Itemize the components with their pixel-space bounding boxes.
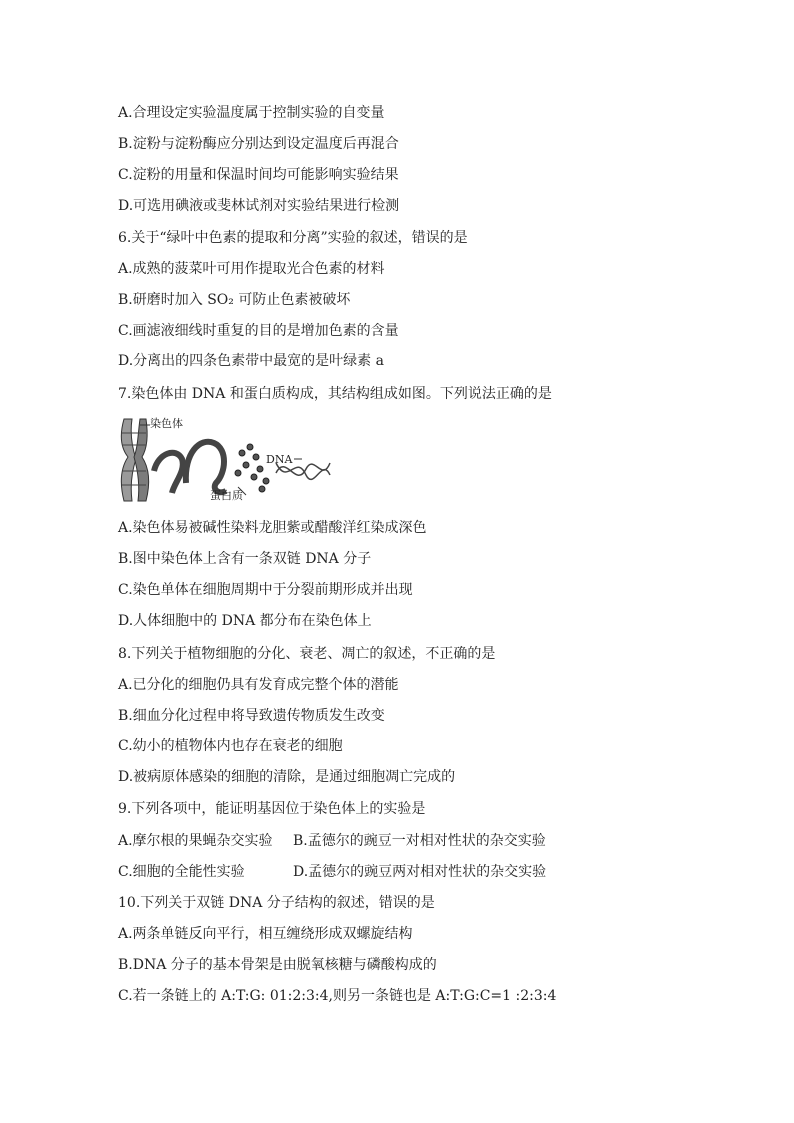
q5-option-c: C.淀粉的用量和保温时间均可能影响实验结果	[118, 167, 399, 183]
q8-option-d: D.被病原体感染的细胞的清除，是通过细胞凋亡完成的	[118, 769, 456, 785]
q7-option-b: B.图中染色体上含有一条双链 DNA 分子	[118, 551, 372, 567]
label-chromosome: 染色体	[150, 417, 183, 430]
q9-stem: 9.下列各项中，能证明基因位于染色体上的实验是	[118, 801, 426, 817]
chromosome-drawing	[121, 419, 148, 501]
q7-stem: 7.染色体由 DNA 和蛋白质构成，其结构组成如图。下列说法正确的是	[118, 386, 552, 402]
q6-option-b: B.研磨时加入 SO₂ 可防止色素被破坏	[118, 292, 351, 308]
q9-options-row-1	[118, 831, 678, 851]
q9-option-a: A.摩尔根的果蝇杂交实验	[118, 833, 273, 849]
chromosome-structure-figure	[116, 413, 336, 505]
q6-option-d: D.分离出的四条色素带中最宽的是叶绿素 a	[118, 353, 384, 369]
q10-stem: 10.下列关于双链 DNA 分子结构的叙述，错误的是	[118, 895, 435, 911]
q9-option-b: B.孟德尔的豌豆一对相对性状的杂交实验	[293, 833, 546, 849]
q9-options-row-2	[118, 862, 678, 882]
q10-option-b: B.DNA 分子的基本骨架是由脱氧核糖与磷酸构成的	[118, 957, 437, 973]
q6-stem: 6.关于“绿叶中色素的提取和分离”实验的叙述，错误的是	[118, 230, 468, 246]
q10-option-c: C.若一条链上的 A:T:G: 01:2:3:4,则另一条链也是 A:T:G:C=1 :2:3:4	[118, 988, 557, 1004]
q10-option-a: A.两条单链反向平行，相互缠绕形成双螺旋结构	[118, 926, 413, 942]
q7-option-d: D.人体细胞中的 DNA 都分布在染色体上	[118, 613, 372, 629]
q8-option-c: C.幼小的植物体内也存在衰老的细胞	[118, 738, 343, 754]
q5-option-d: D.可选用碘液或斐林试剂对实验结果进行检测	[118, 198, 400, 214]
q8-option-a: A.已分化的细胞仍具有发育成完整个体的潜能	[118, 677, 399, 693]
q5-option-b: B.淀粉与淀粉酶应分别达到设定温度后再混合	[118, 136, 399, 152]
q5-option-a: A.合理设定实验温度属于控制实验的自变量	[118, 105, 385, 121]
q8-stem: 8.下列关于植物细胞的分化、衰老、凋亡的叙述，不正确的是	[118, 646, 496, 662]
q6-option-c: C.画滤液细线时重复的目的是增加色素的含量	[118, 323, 399, 339]
q6-option-a: A.成熟的菠菜叶可用作提取光合色素的材料	[118, 261, 385, 277]
q9-option-c: C.细胞的全能性实验	[118, 864, 245, 880]
q7-option-c: C.染色单体在细胞周期中于分裂前期形成并出现	[118, 582, 413, 598]
coiled-fiber-drawing	[154, 442, 226, 493]
nucleosome-beads	[235, 444, 269, 492]
label-protein: 蛋白质	[210, 489, 243, 502]
label-dna: DNA	[266, 453, 293, 466]
q8-option-b: B.细血分化过程申将导致遗传物质发生改变	[118, 708, 385, 724]
q7-option-a: A.染色体易被碱性染料龙胆紫或醋酸洋红染成深色	[118, 520, 427, 536]
q9-option-d: D.孟德尔的豌豆两对相对性状的杂交实验	[293, 864, 547, 880]
